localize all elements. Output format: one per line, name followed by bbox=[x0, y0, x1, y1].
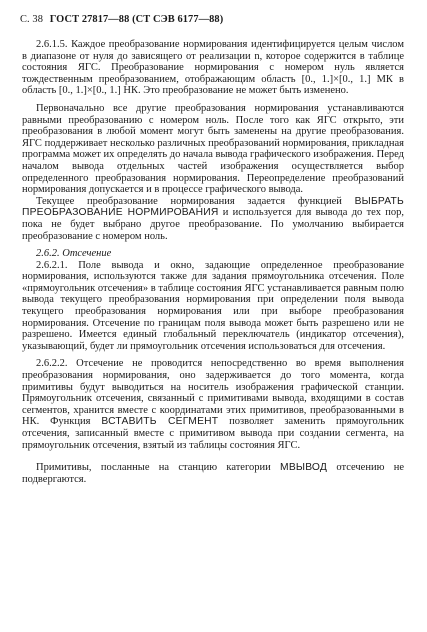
paragraph-text: позволяет заменить прямоугольник отсечения, записанный вместе с примитивом вывода при создании сегмента, на прямоугольник отсечения, взятый из таблицы состояния ЯГС. bbox=[22, 416, 404, 451]
paragraph-text: 2.6.2.2. Отсечение не проводится непосредственно во время выполнения преобразования нормирования, оно задерживается до того момента, когда примитивы будут выводиться на носитель изображения графической станции. Прямоугольник отсечения, связанный с примитивами вывода, входящими в состав сегментов, хранится вместе с координатами этих примитивов, преобразованными в НК. Функция bbox=[22, 358, 404, 428]
page-number: С. 38 bbox=[20, 14, 44, 25]
function-name: МВЫВОД bbox=[280, 462, 328, 474]
page-header bbox=[20, 14, 223, 25]
paragraph-text: и используется для вывода до тех пор, пока не будет выбрано другое преобразование. По умолчанию выбирается преобразование с номером ноль. bbox=[22, 207, 404, 242]
function-name: ВЫБРАТЬ ПРЕОБРАЗОВАНИЕ НОРМИРОВАНИЯ bbox=[22, 195, 404, 219]
paragraph-2-6-2-1: 2.6.2.1. Поле вывода и окно, задающие определенное преобразование нормирования, используются также для задания прямоугольника отсечения. Поле «прямоугольник отсечения» в таблице состояния ЯГС устанавливается равным полю вывода текущего преобразования нормирования при определении поля вывода текущего преобразования нормирования или при выборе преобразования нормирования. Отсечение по границам поля вывода может быть разрешено или не разрешено. Имеется единый глобальный переключатель (индикатор отсечения), указывающий, будет ли прямоугольник отсечения использоваться для отсечения. bbox=[22, 259, 404, 352]
paragraph-initial-transforms: Первоначально все другие преобразования нормирования устанавливаются равными преобразованию с номером ноль. После того как ЯГС открыто, эти преобразования в любой момент могут быть заменены на другие преобразования. ЯГС поддерживает несколько различных преобразований нормирования, прикладная программа может их определять до начала вывода графического изображения. Перед началом вывода отдельных частей изображения осуществляется выбор определенного преобразования нормирования. Переопределение преобразований нормирования допускается и в процессе графического вывода. bbox=[22, 102, 404, 196]
standard-title: ГОСТ 27817—88 (СТ СЭВ 6177—88) bbox=[49, 14, 224, 25]
section-heading-clipping: 2.6.2. Отсечение bbox=[36, 248, 112, 260]
paragraph-text: Текущее преобразование нормирования задается функцией bbox=[36, 195, 355, 207]
paragraph-2-6-2-2 bbox=[22, 358, 404, 451]
document-body bbox=[22, 39, 404, 485]
paragraph-text: Примитивы, посланные на станцию категории bbox=[36, 462, 281, 474]
paragraph-current-transform bbox=[22, 196, 404, 242]
paragraph-text: отсечению не подвергаются. bbox=[22, 462, 404, 485]
function-name: ВСТАВИТЬ СЕГМЕНТ bbox=[101, 416, 219, 428]
paragraph-output-primitives bbox=[22, 462, 404, 485]
paragraph-2-6-1-5: 2.6.1.5. Каждое преобразование нормирования идентифицируется целым числом в диапазоне от нуля до зависящего от реализации n, которое содержится в таблице состояния ЯГС. Преобразование нормирования с номером нуль является тождественным преобразованием, отображающим область [0., 1.]×[0., 1.] МК в область [0., 1.]×[0., 1.] НК. Это преобразование не может быть изменено. bbox=[22, 39, 404, 97]
